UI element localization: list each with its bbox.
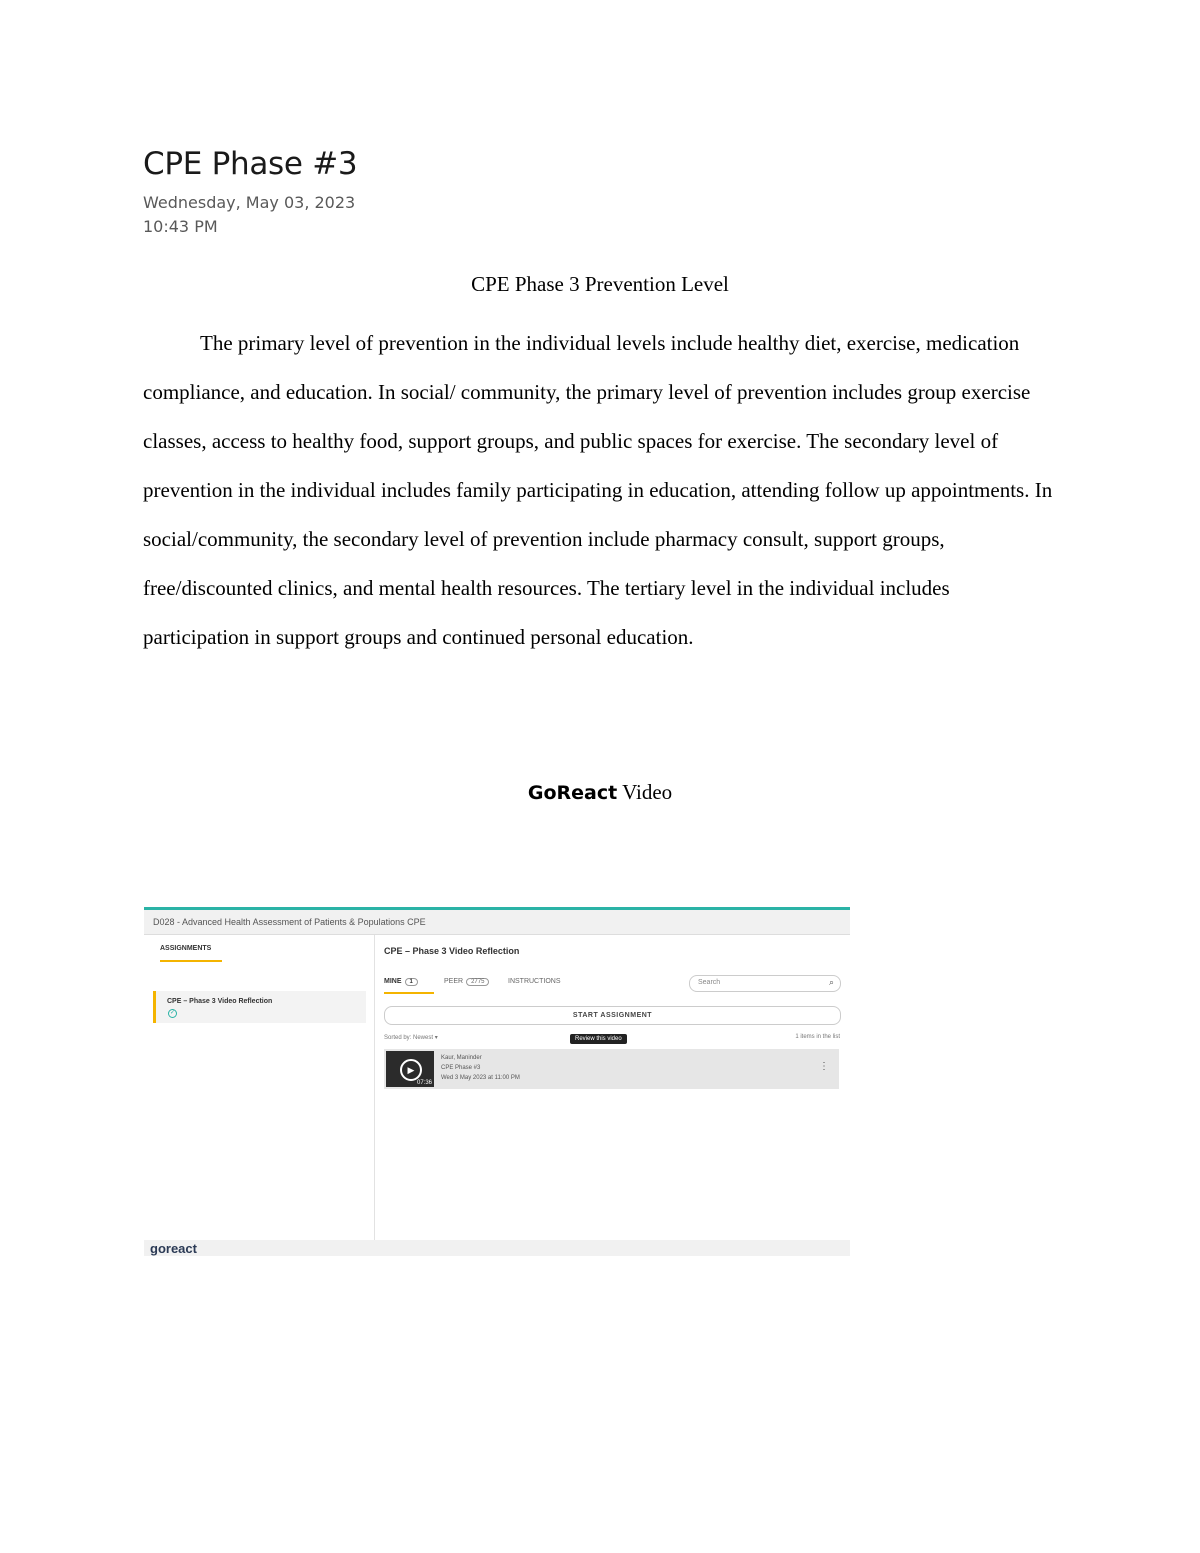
video-date: Wed 3 May 2023 at 11:00 PM xyxy=(441,1075,520,1081)
item-count: 1 items in the list xyxy=(795,1034,840,1040)
play-icon[interactable]: ▶ xyxy=(400,1059,422,1081)
tab-mine[interactable] xyxy=(384,978,434,994)
course-header: D028 - Advanced Health Assessment of Patients & Populations CPE xyxy=(144,910,850,935)
tab-peer-label: PEER xyxy=(444,978,464,985)
video-duration: 07:36 xyxy=(416,1080,432,1086)
document-heading: CPE Phase 3 Prevention Level xyxy=(471,272,729,296)
start-assignment-button[interactable]: START ASSIGNMENT xyxy=(384,1006,841,1025)
body-paragraph: The primary level of prevention in the individual levels include healthy diet, exercise, medication compliance, and education. In social/ community, the primary level of prevention includes group exercise classes, access to healthy food, support groups, and public spaces for exercise. The secondary level of prevention in the individual includes family participating in education, attending follow up appointments. In social/community, the secondary level of prevention include pharmacy consult, support groups, free/discounted clinics, and mental health resources. The tertiary level in the individual includes participation in support groups and continued personal education. xyxy=(143,331,1053,649)
goreact-logo: goreact xyxy=(150,1241,197,1256)
page-title: CPE Phase #3 xyxy=(143,146,358,182)
video-thumbnail[interactable] xyxy=(386,1051,434,1087)
sidebar-item-assignment[interactable] xyxy=(153,991,366,1023)
tab-peer[interactable] xyxy=(444,978,489,992)
assignment-title: CPE – Phase 3 Video Reflection xyxy=(384,946,520,956)
tab-assignments[interactable]: ASSIGNMENTS xyxy=(160,945,222,962)
check-circle-icon: ✓ xyxy=(169,1010,176,1016)
video-caption-rest: Video xyxy=(617,780,673,804)
search-icon[interactable]: ⌕ xyxy=(828,977,834,987)
tab-mine-label: MINE xyxy=(384,978,402,985)
search-placeholder: Search xyxy=(698,979,721,986)
tab-instructions[interactable]: INSTRUCTIONS xyxy=(508,978,561,985)
goreact-screenshot xyxy=(144,907,850,1256)
assignments-sidebar xyxy=(144,935,375,1240)
search-input[interactable] xyxy=(689,975,841,992)
video-caption-brand: GoReact xyxy=(527,782,618,804)
video-author: Kaur, Maninder xyxy=(441,1055,482,1061)
sort-dropdown[interactable]: Sorted by: Newest ▾ xyxy=(384,1035,438,1041)
list-item[interactable] xyxy=(384,1049,839,1089)
note-time: 10:43 PM xyxy=(143,217,218,236)
mine-count-badge: 1 xyxy=(405,978,418,986)
video-caption xyxy=(0,780,1200,805)
footer-bar xyxy=(144,1240,850,1256)
video-title: CPE Phase #3 xyxy=(441,1065,481,1071)
more-vertical-icon[interactable]: ⋮ xyxy=(819,1061,829,1072)
peer-count-badge: 2775 xyxy=(466,978,489,986)
sidebar-item-label: CPE – Phase 3 Video Reflection xyxy=(167,998,273,1005)
note-date: Wednesday, May 03, 2023 xyxy=(143,193,356,212)
review-tooltip: Review this video xyxy=(570,1034,627,1044)
